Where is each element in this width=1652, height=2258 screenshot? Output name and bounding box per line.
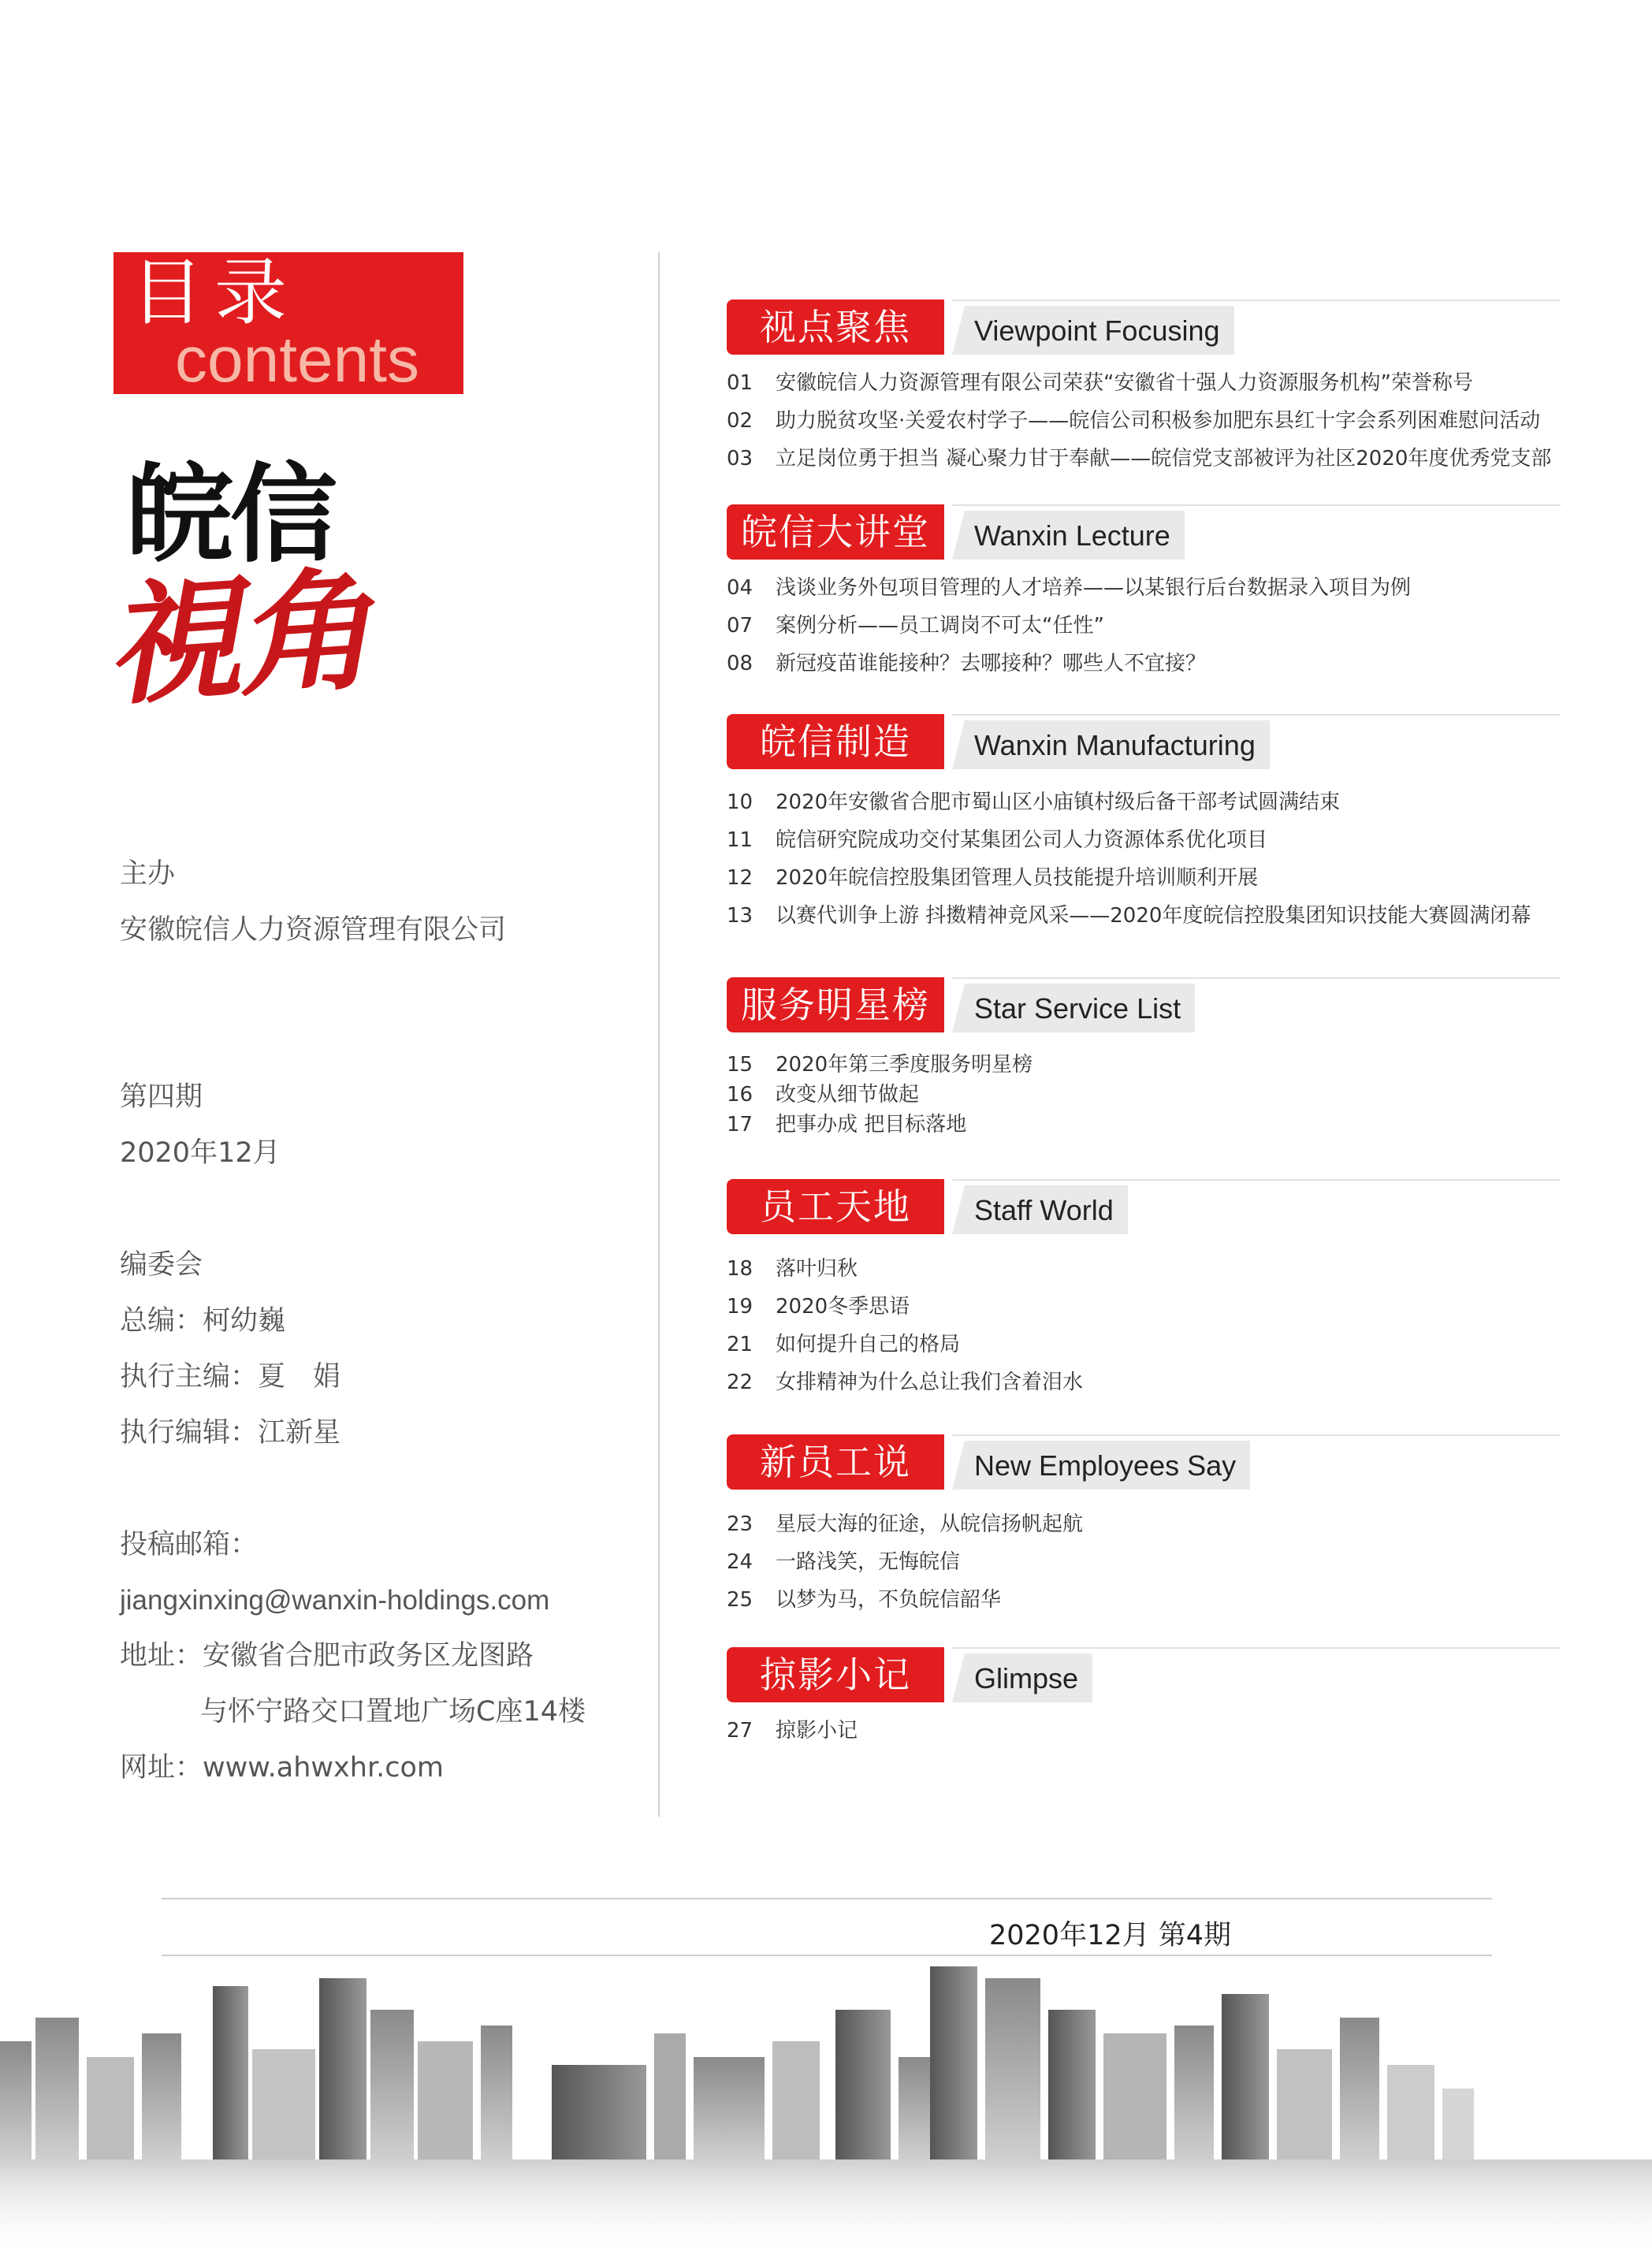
entry-title: 浅谈业务外包项目管理的人才培养——以某银行后台数据录入项目为例: [776, 576, 1412, 600]
toc-entry[interactable]: [727, 645, 1561, 683]
entry-list: [727, 783, 1561, 935]
footer-rule-bottom: [162, 1955, 1492, 1956]
footer-rule-top: [162, 1898, 1492, 1899]
section-title-cn: 视点聚焦: [727, 299, 944, 355]
section-rule: [952, 714, 1561, 716]
section-title-en: New Employees Say: [952, 1441, 1250, 1490]
toc-entry[interactable]: [727, 440, 1561, 478]
entry-list: [727, 364, 1561, 478]
section-title-cn: 员工天地: [727, 1179, 944, 1234]
section-title-cn: 掠影小记: [727, 1647, 944, 1702]
page-number: 15: [727, 1053, 753, 1077]
section-title-cn: 服务明星榜: [727, 977, 944, 1032]
toc-entry[interactable]: [727, 364, 1561, 402]
executive-chief-editor: 执行主编：夏 娟: [120, 1361, 341, 1393]
toc-entry[interactable]: [727, 1050, 1561, 1080]
toc-entry[interactable]: [727, 897, 1561, 935]
entry-list: [727, 1712, 1561, 1750]
entry-title: 以赛代训争上游 抖擞精神竞风采——2020年度皖信控股集团知识技能大赛圆满闭幕: [776, 904, 1531, 928]
toc-entry[interactable]: [727, 402, 1561, 440]
toc-entry[interactable]: [727, 569, 1561, 607]
toc-entry[interactable]: [727, 1288, 1561, 1326]
entry-title: 改变从细节做起: [776, 1083, 920, 1107]
page-number: 23: [727, 1512, 753, 1536]
toc-entry[interactable]: [727, 1505, 1561, 1543]
toc-entry[interactable]: [727, 1363, 1561, 1401]
toc-title-en: contents: [175, 324, 419, 396]
page-number: 02: [727, 409, 753, 433]
page-number: 27: [727, 1719, 753, 1743]
entry-title: 2020年第三季度服务明星榜: [776, 1053, 1033, 1077]
contact-website[interactable]: 网址：www.ahwxhr.com: [120, 1752, 444, 1784]
toc-title-box: [113, 252, 463, 394]
page-number: 12: [727, 866, 753, 890]
page-number: 22: [727, 1371, 753, 1394]
page-number: 04: [727, 576, 753, 600]
section-title-cn: 皖信制造: [727, 714, 944, 769]
section-header: [727, 299, 1561, 355]
section-title-en: Star Service List: [952, 984, 1195, 1032]
page-number: 13: [727, 904, 753, 928]
address-line-1: 地址：安徽省合肥市政务区龙图路: [120, 1640, 534, 1672]
editor-in-chief: 总编：柯幼巍: [120, 1305, 286, 1337]
page-number: 10: [727, 790, 753, 814]
section-title-cn: 新员工说: [727, 1434, 944, 1490]
entry-title: 一路浅笑，无悔皖信: [776, 1550, 961, 1574]
column-divider: [658, 252, 660, 1817]
entry-list: [727, 569, 1561, 683]
toc-section-lecture: [727, 504, 1561, 683]
skyline-buildings: [0, 1966, 1474, 2159]
section-title-en: Wanxin Manufacturing: [952, 720, 1270, 769]
email-label: 投稿邮箱：: [120, 1529, 259, 1561]
entry-title: 2020冬季思语: [776, 1295, 910, 1319]
page-number: 18: [727, 1257, 753, 1281]
toc-entry[interactable]: [727, 821, 1561, 859]
toc-entry[interactable]: [727, 783, 1561, 821]
toc-entry[interactable]: [727, 1326, 1561, 1363]
issue-number: 第四期: [120, 1081, 203, 1113]
section-title-en: Glimpse: [952, 1654, 1092, 1702]
entry-list: [727, 1505, 1561, 1619]
host-label: 主办: [120, 858, 176, 890]
section-title-en: Viewpoint Focusing: [952, 306, 1234, 355]
entry-title: 星辰大海的征途，从皖信扬帆起航: [776, 1512, 1084, 1536]
magazine-logo-calligraphy: 視角: [102, 549, 393, 726]
section-title-en: Staff World: [952, 1185, 1128, 1234]
entry-title: 女排精神为什么总让我们含着泪水: [776, 1371, 1084, 1394]
toc-section-manufacturing: [727, 714, 1561, 935]
toc-entry[interactable]: [727, 859, 1561, 897]
entry-list: [727, 1050, 1561, 1140]
address-line-2: 与怀宁路交口置地广场C座14楼: [200, 1696, 586, 1728]
section-header: [727, 1434, 1561, 1490]
entry-title: 助力脱贫攻坚·关爱农村学子——皖信公司积极参加肥东县红十字会系列困难慰问活动: [776, 409, 1541, 433]
entry-title: 掠影小记: [776, 1719, 858, 1743]
page-number: 25: [727, 1588, 753, 1612]
section-header: [727, 1179, 1561, 1234]
entry-title: 如何提升自己的格局: [776, 1333, 961, 1356]
page-number: 01: [727, 371, 753, 395]
page-number: 03: [727, 447, 753, 471]
entry-title: 2020年皖信控股集团管理人员技能提升培训顺利开展: [776, 866, 1259, 890]
executive-editor: 执行编辑：江新星: [120, 1417, 341, 1449]
toc-section-staff-world: [727, 1179, 1561, 1401]
toc-entry[interactable]: [727, 1543, 1561, 1581]
section-rule: [952, 1434, 1561, 1436]
entry-title: 新冠疫苗谁能接种？去哪接种？哪些人不宜接？: [776, 652, 1207, 675]
toc-section-new-employees: [727, 1434, 1561, 1619]
page-number: 11: [727, 828, 753, 852]
contact-email[interactable]: jiangxinxing@wanxin-holdings.com: [120, 1585, 550, 1616]
entry-title: 把事办成 把目标落地: [776, 1113, 967, 1136]
entry-title: 落叶归秋: [776, 1257, 858, 1281]
toc-entry[interactable]: [727, 1110, 1561, 1140]
section-header: [727, 714, 1561, 769]
toc-section-star-service: [727, 977, 1561, 1140]
entry-title: 皖信研究院成功交付某集团公司人力资源体系优化项目: [776, 828, 1268, 852]
entry-title: 2020年安徽省合肥市蜀山区小庙镇村级后备干部考试圆满结束: [776, 790, 1341, 814]
toc-entry[interactable]: [727, 607, 1561, 645]
section-header: [727, 1647, 1561, 1702]
page-number: 21: [727, 1333, 753, 1356]
section-rule: [952, 1647, 1561, 1649]
entry-title: 安徽皖信人力资源管理有限公司荣获“安徽省十强人力资源服务机构”荣誉称号: [776, 371, 1473, 395]
editorial-label: 编委会: [120, 1249, 203, 1281]
toc-entry[interactable]: [727, 1080, 1561, 1110]
section-title-en: Wanxin Lecture: [952, 511, 1185, 560]
magazine-logo-top: 皖信: [126, 453, 334, 578]
entry-title: 立足岗位勇于担当 凝心聚力甘于奉献——皖信党支部被评为社区2020年度优秀党支部: [776, 447, 1552, 471]
host-name: 安徽皖信人力资源管理有限公司: [120, 914, 507, 946]
toc-title-cn: 目录: [131, 251, 299, 335]
section-title-cn: 皖信大讲堂: [727, 504, 944, 560]
toc-entry[interactable]: [727, 1250, 1561, 1288]
page-number: 16: [727, 1083, 753, 1107]
page-number: 19: [727, 1295, 753, 1319]
page-number: 17: [727, 1113, 753, 1136]
section-header: [727, 504, 1561, 560]
entry-title: 以梦为马，不负皖信韶华: [776, 1588, 1002, 1612]
toc-section-viewpoint: [727, 299, 1561, 478]
toc-section-glimpse: [727, 1647, 1561, 1750]
section-rule: [952, 977, 1561, 979]
page-number: 24: [727, 1550, 753, 1574]
toc-entry[interactable]: [727, 1581, 1561, 1619]
section-rule: [952, 1179, 1561, 1181]
entry-list: [727, 1250, 1561, 1401]
footer-date-issue: 2020年12月 第4期: [989, 1920, 1232, 1951]
entry-title: 案例分析——员工调岗不可太“任性”: [776, 614, 1104, 638]
toc-entry[interactable]: [727, 1712, 1561, 1750]
section-rule: [952, 504, 1561, 506]
issue-date: 2020年12月: [120, 1137, 281, 1169]
section-rule: [952, 299, 1561, 301]
section-header: [727, 977, 1561, 1032]
page-number: 08: [727, 652, 753, 675]
city-skyline-image: [0, 1962, 1652, 2258]
page-number: 07: [727, 614, 753, 638]
skyline-reflection: [0, 2159, 1652, 2258]
